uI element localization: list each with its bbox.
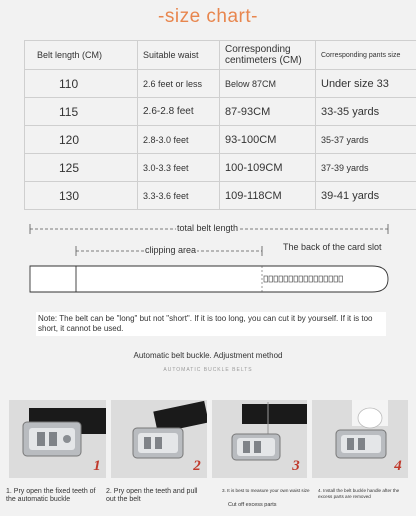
table-row	[25, 98, 416, 126]
step-3-overlay-text: Cut off excess parts	[228, 502, 277, 508]
cell-pants-size: 33-35 yards	[316, 98, 416, 126]
cell-centimeters: 100-109CM	[220, 154, 316, 182]
step-3-number: 3	[292, 458, 300, 474]
step-3-caption: 3. It is best to measure your own waist size	[222, 488, 310, 493]
header-centimeters: Corresponding centimeters (CM)	[220, 41, 316, 70]
cell-pants-size: 37-39 yards	[316, 154, 416, 182]
cell-waist: 2.8-3.0 feet	[138, 126, 220, 154]
step-1-caption: 1. Pry open the fixed teeth of the automatic buckle	[6, 488, 96, 503]
step-4-number: 4	[394, 458, 402, 474]
cell-waist: 3.3-3.6 feet	[138, 182, 220, 210]
cell-belt-length: 110	[25, 70, 138, 98]
cell-centimeters: 109-118CM	[220, 182, 316, 210]
cell-belt-length: 120	[25, 126, 138, 154]
card-slot-label: The back of the card slot	[282, 242, 384, 253]
cell-belt-length: 115	[25, 98, 138, 126]
table-header-row	[25, 41, 416, 70]
step-2-caption: 2. Pry open the teeth and pull out the belt	[106, 488, 198, 503]
step-2-image	[111, 400, 207, 478]
adjustment-method-title: Automatic belt buckle. Adjustment method	[133, 351, 283, 360]
step-2-number: 2	[193, 458, 201, 474]
cell-pants-size: Under size 33	[316, 70, 416, 98]
clipping-area-label: clipping area	[145, 245, 197, 255]
cell-waist: 2.6-2.8 feet	[138, 98, 220, 126]
table-row	[25, 154, 416, 182]
cell-centimeters: Below 87CM	[220, 70, 316, 98]
step-3-image	[212, 400, 307, 478]
cell-belt-length: 130	[25, 182, 138, 210]
belt-note: Note: The belt can be "long" but not "short". If it is too long, you can cut it by yourself. If it is too short, it cannot be used.	[36, 312, 386, 336]
step-4-caption: 4. Install the belt buckle handle after the excess parts are removed	[318, 488, 400, 499]
table-row	[25, 182, 416, 210]
cell-pants-size: 39-41 yards	[316, 182, 416, 210]
cell-centimeters: 93-100CM	[220, 126, 316, 154]
table-row	[25, 126, 416, 154]
step-1-image	[9, 400, 106, 478]
size-table	[24, 40, 416, 210]
belt-length-diagram	[0, 218, 416, 298]
cell-waist: 3.0-3.3 feet	[138, 154, 220, 182]
cell-centimeters: 87-93CM	[220, 98, 316, 126]
step-4-image	[312, 400, 408, 478]
step-1-number: 1	[93, 458, 101, 474]
total-length-label: total belt length	[177, 223, 239, 233]
header-belt-length: Belt length (CM)	[25, 41, 138, 70]
header-pants-size: Corresponding pants size	[316, 41, 416, 70]
cell-pants-size: 35-37 yards	[316, 126, 416, 154]
cell-belt-length: 125	[25, 154, 138, 182]
cell-waist: 2.6 feet or less	[138, 70, 220, 98]
adjustment-method-subtitle: AUTOMATIC BUCKLE BELTS	[163, 367, 253, 373]
header-suitable-waist: Suitable waist	[138, 41, 220, 70]
table-row	[25, 70, 416, 98]
size-chart-title: -size chart-	[158, 6, 258, 27]
